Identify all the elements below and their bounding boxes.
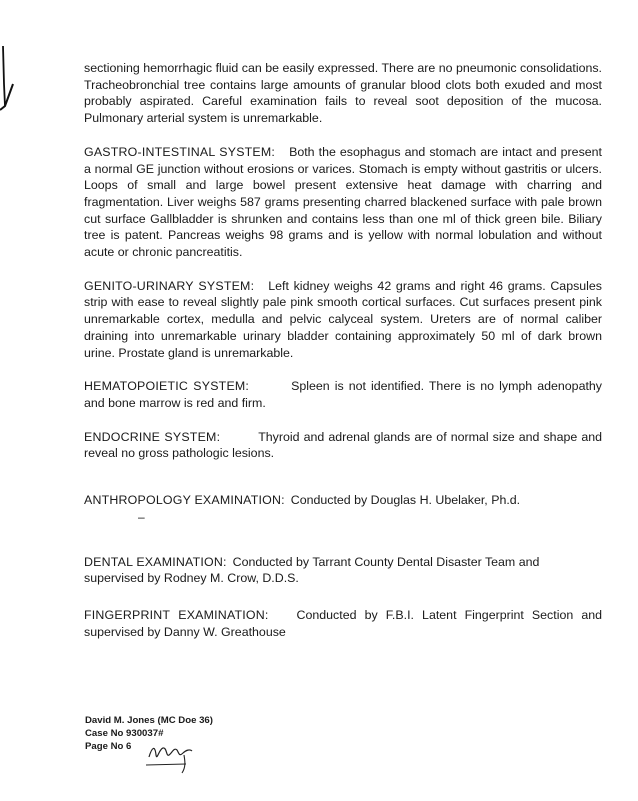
margin-arrow-mark — [0, 44, 14, 116]
footer-subject: David M. Jones (MC Doe 36) — [85, 715, 213, 726]
intro-paragraph — [84, 60, 602, 127]
fingerprint-section — [84, 607, 602, 640]
gastro-text: Both the esophagus and stomach are intact and present a normal GE junction without erosions or varices. Stomach is empty without gastritis or ulcers. Loops of small and large bowel present extensive heat damage with charring and fragmentation. Liver weighs 587 grams presenting charred blackened surface with pale brown cut surface Gallbladder is shrunken and contains less than one ml of thick green bile. Biliary tree is patent. Pancreas weighs 98 grams and is yellow with normal lobulation and without acute or chronic pancreatitis. — [84, 144, 602, 260]
endocrine-heading: ENDOCRINE SYSTEM: — [84, 429, 221, 444]
report-body — [84, 60, 602, 641]
intro-text: sectioning hemorrhagic fluid can be easily expressed. There are no pneumonic consolidations. Tracheobronchial tree contains large amounts of granular blood clots both exuded and most probably aspirated. Careful examination fails to reveal soot deposition of the mucosa. Pulmonary arterial system is unremarkable. — [84, 61, 602, 126]
hemato-section — [84, 378, 602, 411]
endocrine-section — [84, 429, 602, 462]
handwritten-initials-signature — [146, 741, 196, 775]
anthropology-dash: – — [138, 509, 145, 524]
fingerprint-heading: FINGERPRINT EXAMINATION: — [84, 608, 269, 623]
gastro-heading: GASTRO-INTESTINAL SYSTEM: — [84, 144, 276, 159]
hemato-heading: HEMATOPOIETIC SYSTEM: — [84, 379, 250, 394]
genito-text: Left kidney weighs 42 grams and right 46 grams. Capsules strip with ease to reveal slightly pale pink smooth cortical surfaces. Cut surfaces present pink unremarkable cortex, medulla and pelvic calyceal system. Ureters are of normal caliber draining into unremarkable urinary bladder containing approximately 50 ml of dark brown urine. Prostate gland is unremarkable. — [84, 278, 603, 360]
gastro-section — [84, 144, 602, 261]
fingerprint-text: Conducted by F.B.I. Latent Fingerprint Section and supervised by Danny W. Greathouse — [84, 608, 602, 639]
anthropology-section — [84, 492, 602, 525]
anthropology-heading: ANTHROPOLOGY EXAMINATION: — [84, 493, 285, 508]
hemato-text: Spleen is not identified. There is no lymph adenopathy and bone marrow is red and firm. — [84, 379, 602, 410]
dental-text: Conducted by Tarrant County Dental Disaster Team and supervised by Rodney M. Crow, D.D.S. — [84, 554, 540, 586]
dental-section — [84, 554, 602, 587]
genito-section — [84, 278, 602, 362]
genito-heading: GENITO-URINARY SYSTEM: — [84, 278, 255, 293]
footer-case-number: Case No 930037# — [85, 728, 164, 739]
footer-page-number: Page No 6 — [85, 741, 132, 752]
dental-heading: DENTAL EXAMINATION: — [84, 554, 227, 569]
anthropology-text: Conducted by Douglas H. Ubelaker, Ph.d. — [290, 493, 521, 508]
endocrine-text: Thyroid and adrenal glands are of normal size and shape and reveal no gross pathologic lesions. — [84, 429, 602, 461]
